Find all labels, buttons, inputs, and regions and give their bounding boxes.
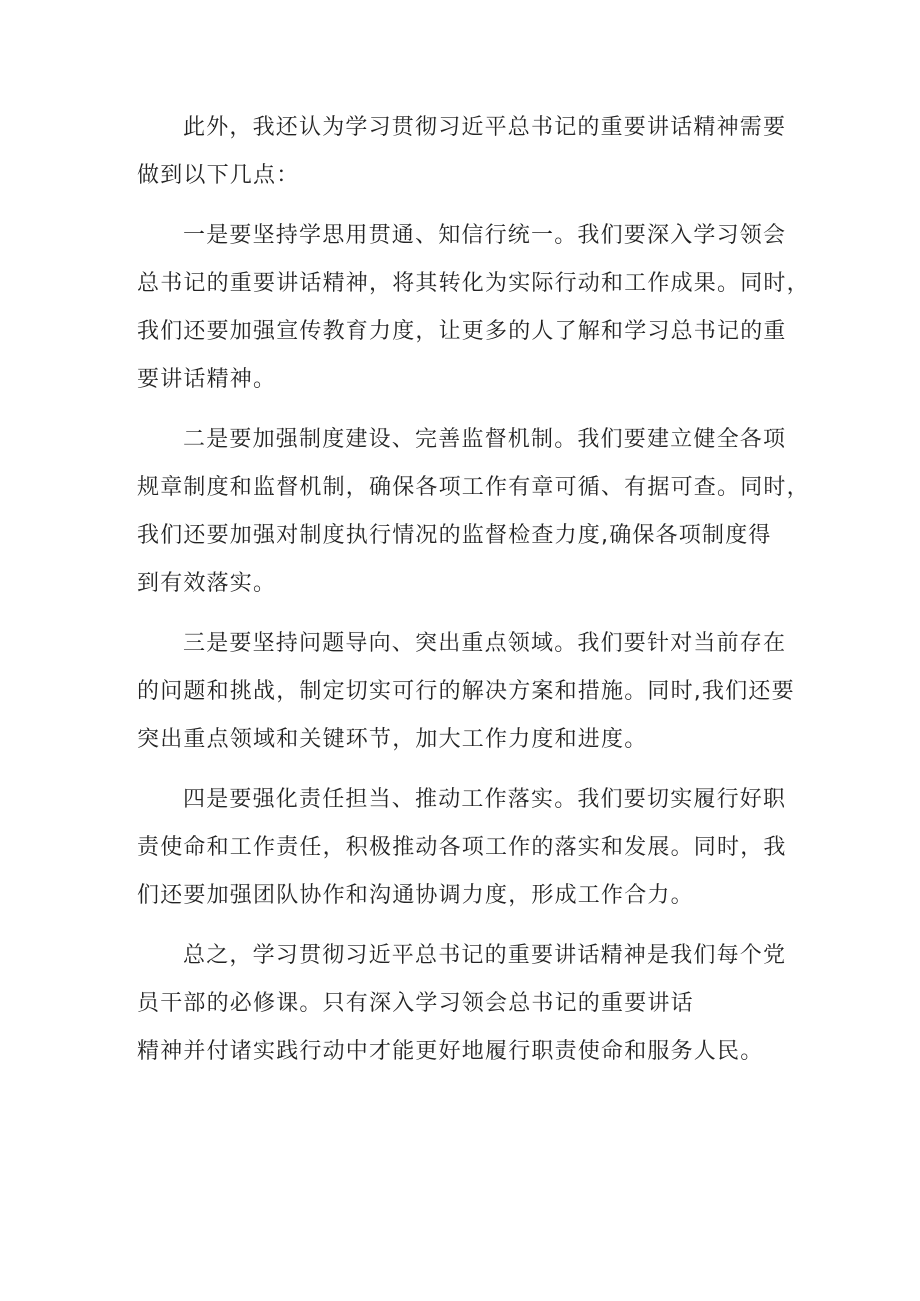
- paragraph-line: 要讲话精神。: [137, 367, 277, 392]
- paragraph-point-three: [137, 620, 797, 764]
- paragraph-line: 规章制度和监督机制，确保各项工作有章可循、有据可查。同时，: [137, 475, 810, 500]
- paragraph-line: 此外，我还认为学习贯彻习近平总书记的重要讲话精神需要: [183, 115, 787, 140]
- paragraph-line: 一是要坚持学思用贯通、知信行统一。我们要深入学习领会: [183, 223, 787, 248]
- paragraph-line: 总之，学习贯彻习近平总书记的重要讲话精神是我们每个党: [183, 943, 787, 968]
- document-body: [137, 104, 810, 1088]
- paragraph-line: 我们还要加强对制度执行情况的监督检查力度,确保各项制度得: [137, 523, 772, 548]
- paragraph-line: 精神并付诸实践行动中才能更好地履行职责使命和服务人民。: [137, 1039, 764, 1064]
- paragraph-line: 到有效落实。: [137, 571, 277, 596]
- paragraph-line: 总书记的重要讲话精神，将其转化为实际行动和工作成果。同时，: [137, 271, 810, 296]
- paragraph-intro: [137, 104, 797, 200]
- paragraph-point-one: [137, 212, 810, 404]
- paragraph-point-four: [137, 776, 797, 920]
- paragraph-line: 责使命和工作责任，积极推动各项工作的落实和发展。同时，我: [137, 835, 787, 860]
- paragraph-line: 们还要加强团队协作和沟通协调力度，形成工作合力。: [137, 883, 694, 908]
- paragraph-line: 突出重点领域和关键环节，加大工作力度和进度。: [137, 727, 648, 752]
- paragraph-line: 我们还要加强宣传教育力度，让更多的人了解和学习总书记的重: [137, 319, 787, 344]
- paragraph-line: 的问题和挑战，制定切实可行的解决方案和措施。同时,我们还要: [137, 679, 795, 704]
- paragraph-point-two: [137, 416, 810, 608]
- paragraph-line: 三是要坚持问题导向、突出重点领域。我们要针对当前存在: [183, 631, 787, 656]
- paragraph-line: 四是要强化责任担当、推动工作落实。我们要切实履行好职: [183, 787, 787, 812]
- paragraph-conclusion: [137, 932, 797, 1076]
- paragraph-line: 员干部的必修课。只有深入学习领会总书记的重要讲话: [137, 991, 694, 1016]
- paragraph-line: 做到以下几点：: [137, 163, 300, 188]
- paragraph-line: 二是要加强制度建设、完善监督机制。我们要建立健全各项: [183, 427, 787, 452]
